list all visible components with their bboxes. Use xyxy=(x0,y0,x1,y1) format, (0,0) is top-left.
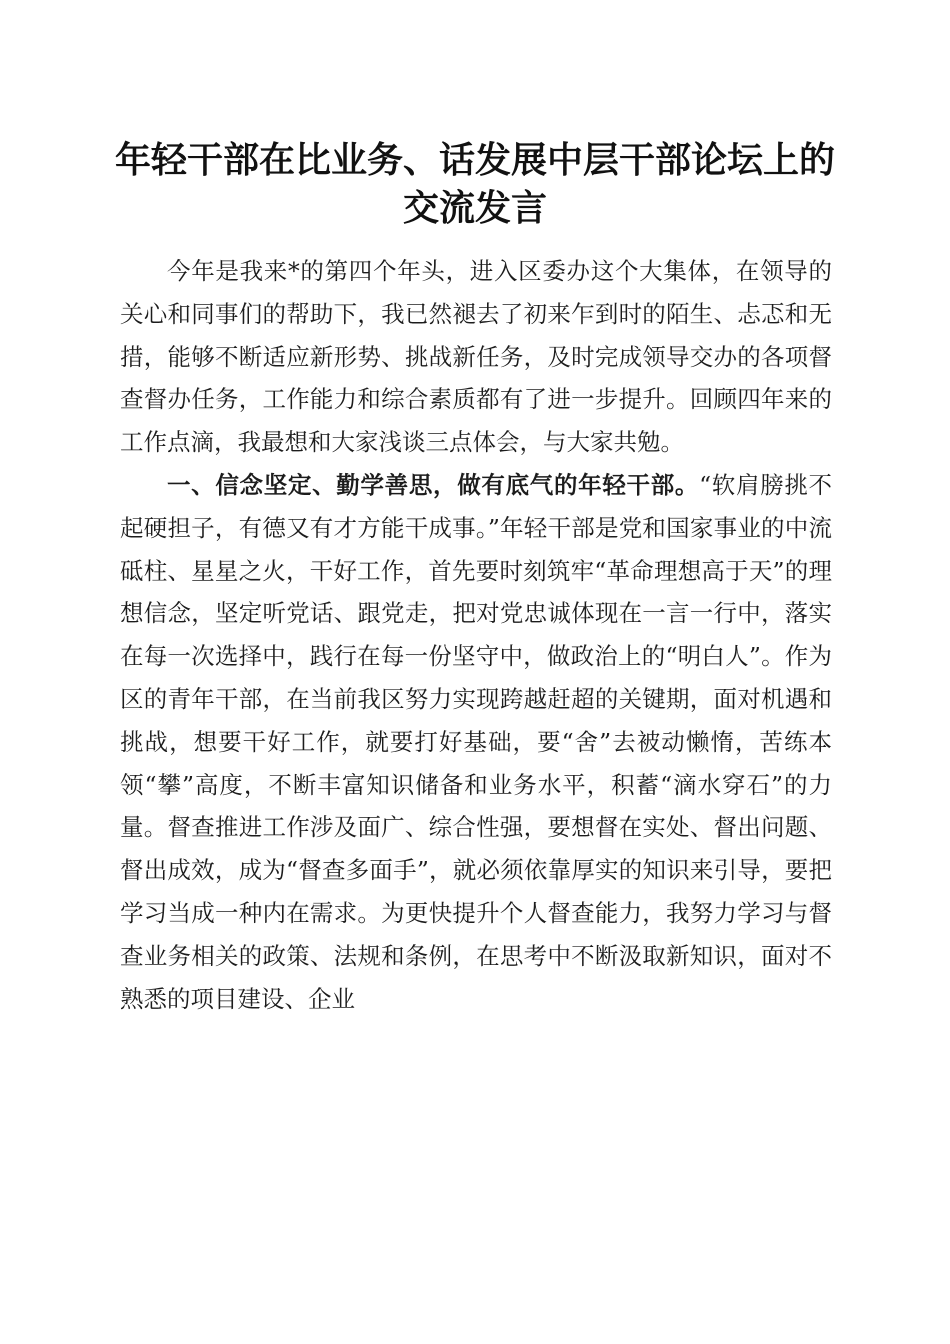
intro-paragraph: 今年是我来*的第四个年头，进入区委办这个大集体，在领导的关心和同事们的帮助下，我已然褪去了初来乍到时的陌生、忐忑和无措，能够不断适应新形势、挑战新任务，及时完成领导交办的各项督查督办任务，工作能力和综合素质都有了进一步提升。回顾四年来的工作点滴，我最想和大家浅谈三点体会，与大家共勉。 xyxy=(120,257,832,457)
section-1-body: “软肩膀挑不起硬担子，有德又有才方能干成事。”年轻干部是党和国家事业的中流砥柱、星星之火，干好工作，首先要时刻筑牢“革命理想高于天”的理想信念，坚定听党话、跟党走，把对党忠诚体现在一言一行中，落实在每一次选择中，践行在每一份坚守中，做政治上的“明白人”。作为区的青年干部，在当前我区努力实现跨越赶超的关键期，面对机遇和挑战，想要干好工作，就要打好基础，要“舍”去被动懒惰，苦练本领“攀”高度，不断丰富知识储备和业务水平，积蓄“滴水穿石”的力量。督查推进工作涉及面广、综合性强，要想督在实处、督出问题、督出成效，成为“督查多面手”，就必须依靠厚实的知识来引导，要把学习当成一种内在需求。为更快提升个人督查能力，我努力学习与督查业务相关的政策、法规和条例，在思考中不断汲取新知识，面对不熟悉的项目建设、企业 xyxy=(120,470,832,1013)
section-1-heading: 一、信念坚定、勤学善思，做有底气的年轻干部。 xyxy=(167,470,700,499)
document-title-line-1: 年轻干部在比业务、话发展中层干部论坛上的 xyxy=(114,139,835,181)
section-1-paragraph xyxy=(120,464,832,1020)
document-body xyxy=(120,250,832,1020)
document-title-line-2: 交流发言 xyxy=(402,187,547,229)
